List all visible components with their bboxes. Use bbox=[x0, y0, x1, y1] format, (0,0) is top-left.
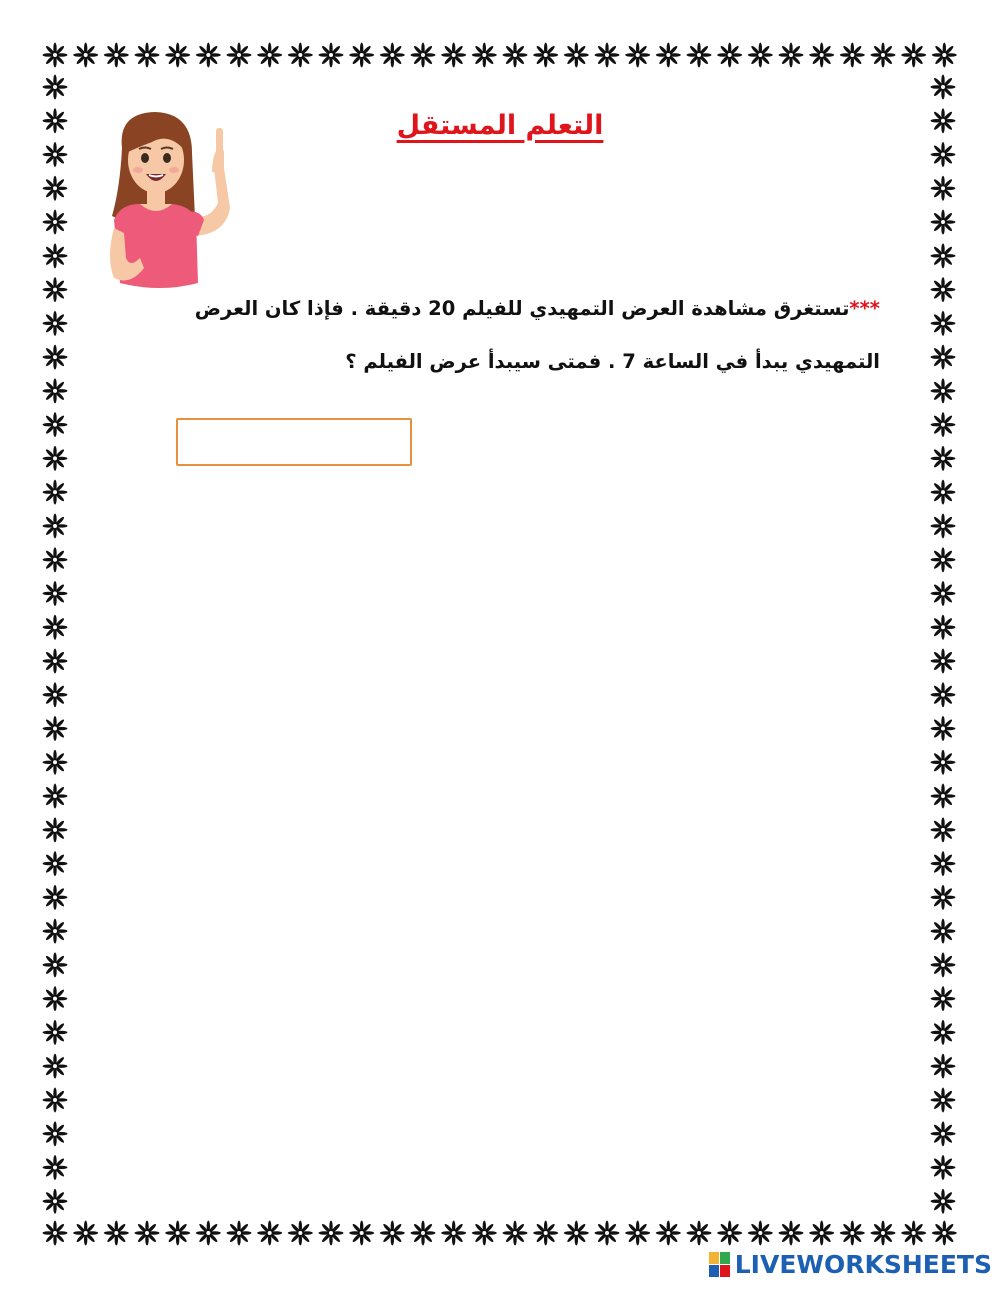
asterisk-flower-icon bbox=[73, 1221, 98, 1246]
asterisk-flower-icon bbox=[43, 43, 68, 68]
asterisk-flower-icon bbox=[932, 43, 957, 68]
asterisk-flower-icon bbox=[931, 615, 956, 640]
asterisk-flower-icon bbox=[931, 311, 956, 336]
border-top bbox=[40, 40, 960, 70]
asterisk-flower-icon bbox=[104, 43, 129, 68]
asterisk-flower-icon bbox=[931, 1121, 956, 1146]
asterisk-flower-icon bbox=[931, 480, 956, 505]
asterisk-flower-icon bbox=[43, 345, 68, 370]
asterisk-flower-icon bbox=[931, 1189, 956, 1214]
question-line-1-text: تستغرق مشاهدة العرض التمهيدي للفيلم 20 دقيقة . فإذا كان العرض bbox=[194, 297, 850, 320]
asterisk-flower-icon bbox=[931, 986, 956, 1011]
asterisk-flower-icon bbox=[595, 1221, 620, 1246]
asterisk-flower-icon bbox=[871, 1221, 896, 1246]
asterisk-flower-icon bbox=[533, 43, 558, 68]
asterisk-flower-icon bbox=[227, 1221, 252, 1246]
asterisk-flower-icon bbox=[43, 750, 68, 775]
asterisk-flower-icon bbox=[43, 952, 68, 977]
asterisk-flower-icon bbox=[73, 43, 98, 68]
asterisk-flower-icon bbox=[380, 1221, 405, 1246]
asterisk-flower-icon bbox=[931, 885, 956, 910]
asterisk-flower-icon bbox=[932, 1221, 957, 1246]
asterisk-flower-icon bbox=[43, 581, 68, 606]
asterisk-flower-icon bbox=[931, 446, 956, 471]
asterisk-flower-icon bbox=[165, 43, 190, 68]
asterisk-flower-icon bbox=[931, 649, 956, 674]
asterisk-flower-icon bbox=[840, 1221, 865, 1246]
asterisk-flower-icon bbox=[931, 682, 956, 707]
asterisk-flower-icon bbox=[43, 108, 68, 133]
asterisk-flower-icon bbox=[931, 1155, 956, 1180]
asterisk-flower-icon bbox=[227, 43, 252, 68]
asterisk-flower-icon bbox=[533, 1221, 558, 1246]
asterisk-flower-icon bbox=[43, 682, 68, 707]
asterisk-flower-icon bbox=[43, 513, 68, 538]
asterisk-flower-icon bbox=[43, 919, 68, 944]
asterisk-flower-icon bbox=[931, 817, 956, 842]
asterisk-flower-icon bbox=[931, 716, 956, 741]
asterisk-flower-icon bbox=[564, 1221, 589, 1246]
asterisk-flower-icon bbox=[901, 1221, 926, 1246]
question-line-1 bbox=[118, 282, 880, 335]
asterisk-flower-icon bbox=[931, 784, 956, 809]
asterisk-flower-icon bbox=[503, 1221, 528, 1246]
asterisk-flower-icon bbox=[931, 142, 956, 167]
asterisk-flower-icon bbox=[43, 1189, 68, 1214]
worksheet-title: التعلم المستقل bbox=[396, 110, 604, 141]
asterisk-flower-icon bbox=[43, 75, 68, 100]
asterisk-flower-icon bbox=[43, 412, 68, 437]
liveworksheets-logo-icon bbox=[709, 1252, 731, 1278]
asterisk-flower-icon bbox=[441, 1221, 466, 1246]
asterisk-flower-icon bbox=[43, 716, 68, 741]
asterisk-flower-icon bbox=[104, 1221, 129, 1246]
asterisk-flower-icon bbox=[43, 1221, 68, 1246]
asterisk-flower-icon bbox=[931, 547, 956, 572]
asterisk-flower-icon bbox=[43, 547, 68, 572]
question-line-2: التمهيدي يبدأ في الساعة 7 . فمتى سيبدأ عرض الفيلم ؟ bbox=[345, 350, 880, 373]
asterisk-flower-icon bbox=[748, 43, 773, 68]
asterisk-flower-icon bbox=[931, 1087, 956, 1112]
asterisk-flower-icon bbox=[809, 43, 834, 68]
asterisk-flower-icon bbox=[931, 952, 956, 977]
asterisk-flower-icon bbox=[931, 277, 956, 302]
asterisk-flower-icon bbox=[656, 1221, 681, 1246]
asterisk-flower-icon bbox=[43, 1020, 68, 1045]
asterisk-flower-icon bbox=[931, 345, 956, 370]
asterisk-flower-icon bbox=[196, 43, 221, 68]
asterisk-flower-icon bbox=[472, 43, 497, 68]
asterisk-flower-icon bbox=[931, 513, 956, 538]
asterisk-flower-icon bbox=[319, 1221, 344, 1246]
asterisk-flower-icon bbox=[411, 1221, 436, 1246]
asterisk-flower-icon bbox=[931, 243, 956, 268]
asterisk-flower-icon bbox=[931, 176, 956, 201]
asterisk-flower-icon bbox=[595, 43, 620, 68]
asterisk-flower-icon bbox=[43, 649, 68, 674]
asterisk-flower-icon bbox=[43, 277, 68, 302]
asterisk-flower-icon bbox=[717, 1221, 742, 1246]
asterisk-flower-icon bbox=[625, 1221, 650, 1246]
asterisk-flower-icon bbox=[748, 1221, 773, 1246]
asterisk-flower-icon bbox=[779, 1221, 804, 1246]
asterisk-flower-icon bbox=[43, 378, 68, 403]
asterisk-flower-icon bbox=[43, 142, 68, 167]
asterisk-flower-icon bbox=[43, 311, 68, 336]
asterisk-flower-icon bbox=[931, 412, 956, 437]
asterisk-flower-icon bbox=[43, 176, 68, 201]
border-right bbox=[928, 70, 958, 1218]
asterisk-flower-icon bbox=[931, 210, 956, 235]
border-left bbox=[40, 70, 70, 1218]
asterisk-flower-icon bbox=[931, 1054, 956, 1079]
asterisk-flower-icon bbox=[564, 43, 589, 68]
asterisk-flower-icon bbox=[43, 986, 68, 1011]
asterisk-flower-icon bbox=[871, 43, 896, 68]
asterisk-flower-icon bbox=[43, 851, 68, 876]
brand-name: LIVEWORKSHEETS bbox=[734, 1250, 992, 1279]
asterisk-flower-icon bbox=[717, 43, 742, 68]
asterisk-flower-icon bbox=[257, 43, 282, 68]
border-bottom bbox=[40, 1218, 960, 1248]
asterisk-flower-icon bbox=[349, 1221, 374, 1246]
asterisk-flower-icon bbox=[901, 43, 926, 68]
question-stars: *** bbox=[849, 297, 880, 320]
asterisk-flower-icon bbox=[43, 210, 68, 235]
asterisk-flower-icon bbox=[43, 480, 68, 505]
asterisk-flower-icon bbox=[931, 75, 956, 100]
asterisk-flower-icon bbox=[43, 784, 68, 809]
asterisk-flower-icon bbox=[931, 378, 956, 403]
asterisk-flower-icon bbox=[135, 43, 160, 68]
asterisk-flower-icon bbox=[441, 43, 466, 68]
asterisk-flower-icon bbox=[656, 43, 681, 68]
asterisk-flower-icon bbox=[472, 1221, 497, 1246]
asterisk-flower-icon bbox=[931, 851, 956, 876]
asterisk-flower-icon bbox=[288, 1221, 313, 1246]
asterisk-flower-icon bbox=[135, 1221, 160, 1246]
asterisk-flower-icon bbox=[931, 108, 956, 133]
asterisk-flower-icon bbox=[931, 750, 956, 775]
asterisk-flower-icon bbox=[931, 1020, 956, 1045]
answer-input[interactable] bbox=[176, 418, 412, 466]
question-text bbox=[118, 282, 880, 388]
asterisk-flower-icon bbox=[840, 43, 865, 68]
asterisk-flower-icon bbox=[931, 581, 956, 606]
asterisk-flower-icon bbox=[43, 1087, 68, 1112]
asterisk-flower-icon bbox=[779, 43, 804, 68]
asterisk-flower-icon bbox=[349, 43, 374, 68]
asterisk-flower-icon bbox=[43, 446, 68, 471]
asterisk-flower-icon bbox=[288, 43, 313, 68]
asterisk-flower-icon bbox=[43, 1121, 68, 1146]
liveworksheets-footer bbox=[709, 1250, 992, 1279]
asterisk-flower-icon bbox=[687, 1221, 712, 1246]
asterisk-flower-icon bbox=[43, 885, 68, 910]
asterisk-flower-icon bbox=[43, 817, 68, 842]
asterisk-flower-icon bbox=[165, 1221, 190, 1246]
asterisk-flower-icon bbox=[43, 1155, 68, 1180]
asterisk-flower-icon bbox=[43, 243, 68, 268]
asterisk-flower-icon bbox=[687, 43, 712, 68]
teacher-girl-illustration bbox=[100, 108, 235, 303]
asterisk-flower-icon bbox=[43, 615, 68, 640]
asterisk-flower-icon bbox=[257, 1221, 282, 1246]
asterisk-flower-icon bbox=[319, 43, 344, 68]
asterisk-flower-icon bbox=[503, 43, 528, 68]
asterisk-flower-icon bbox=[196, 1221, 221, 1246]
asterisk-flower-icon bbox=[380, 43, 405, 68]
asterisk-flower-icon bbox=[809, 1221, 834, 1246]
asterisk-flower-icon bbox=[43, 1054, 68, 1079]
asterisk-flower-icon bbox=[411, 43, 436, 68]
asterisk-flower-icon bbox=[625, 43, 650, 68]
asterisk-flower-icon bbox=[931, 919, 956, 944]
